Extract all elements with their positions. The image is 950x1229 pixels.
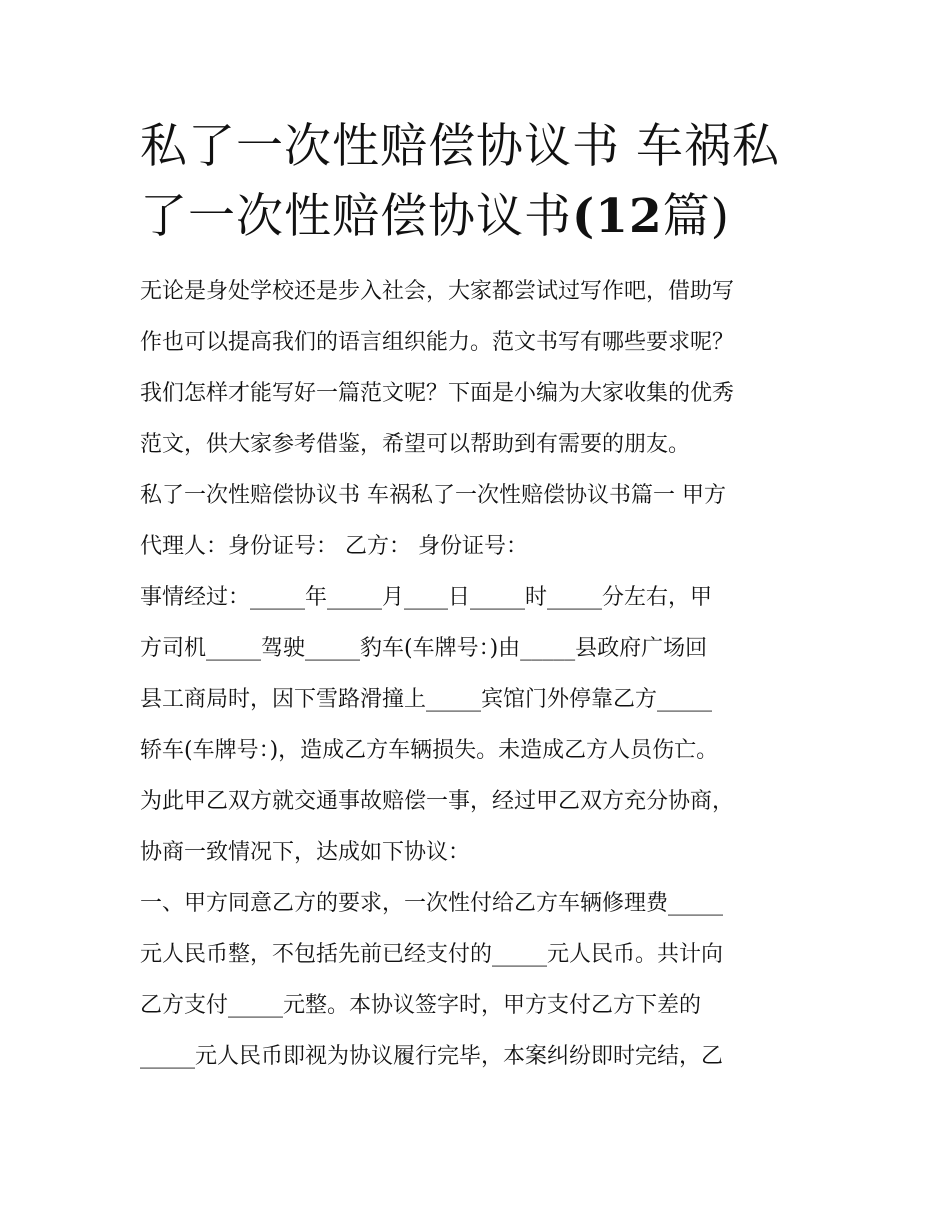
document-page bbox=[140, 112, 820, 1082]
title-line-2-main: 了一次性赔偿协议书 bbox=[140, 189, 572, 244]
body-line: 我们怎样才能写好一篇范文呢？下面是小编为大家收集的优秀 bbox=[140, 381, 735, 406]
body-line: _____元人民币即视为协议履行完毕，本案纠纷即时完结，乙 bbox=[140, 1044, 724, 1069]
title-line-2 bbox=[140, 182, 820, 252]
body-line: 方司机_____驾驶_____豹车(车牌号：)由_____县政府广场回 bbox=[140, 636, 708, 661]
title-count-number: (12 bbox=[572, 189, 663, 244]
body-line: 私了一次性赔偿协议书 车祸私了一次性赔偿协议书篇一 甲方 bbox=[140, 483, 726, 508]
body-line: 元人民币整，不包括先前已经支付的_____元人民币。共计向 bbox=[140, 942, 724, 967]
title-count-unit: 篇) bbox=[662, 189, 730, 244]
title-line-1: 私了一次性赔偿协议书 车祸私 bbox=[140, 119, 780, 174]
body-line: 协商一致情况下，达成如下协议： bbox=[140, 840, 471, 865]
body-line: 代理人：身份证号： 乙方： 身份证号： bbox=[140, 534, 528, 559]
body-line: 轿车(车牌号：)，造成乙方车辆损失。未造成乙方人员伤亡。 bbox=[140, 738, 719, 763]
body-line: 为此甲乙双方就交通事故赔偿一事，经过甲乙双方充分协商， bbox=[140, 789, 735, 814]
body-line: 县工商局时，因下雪路滑撞上_____宾馆门外停靠乙方_____ bbox=[140, 687, 713, 712]
document-title bbox=[140, 112, 820, 252]
body-line: 事情经过：_____年_____月____日_____时_____分左右，甲 bbox=[140, 585, 713, 610]
body-line: 一、甲方同意乙方的要求，一次性付给乙方车辆修理费_____ bbox=[140, 891, 724, 916]
body-line: 作也可以提高我们的语言组织能力。范文书写有哪些要求呢？ bbox=[140, 330, 735, 355]
body-line: 无论是身处学校还是步入社会，大家都尝试过写作吧，借助写 bbox=[140, 279, 735, 304]
body-line: 乙方支付_____元整。本协议签字时，甲方支付乙方下差的 bbox=[140, 993, 702, 1018]
document-body bbox=[140, 266, 820, 1082]
body-line: 范文，供大家参考借鉴，希望可以帮助到有需要的朋友。 bbox=[140, 432, 691, 457]
